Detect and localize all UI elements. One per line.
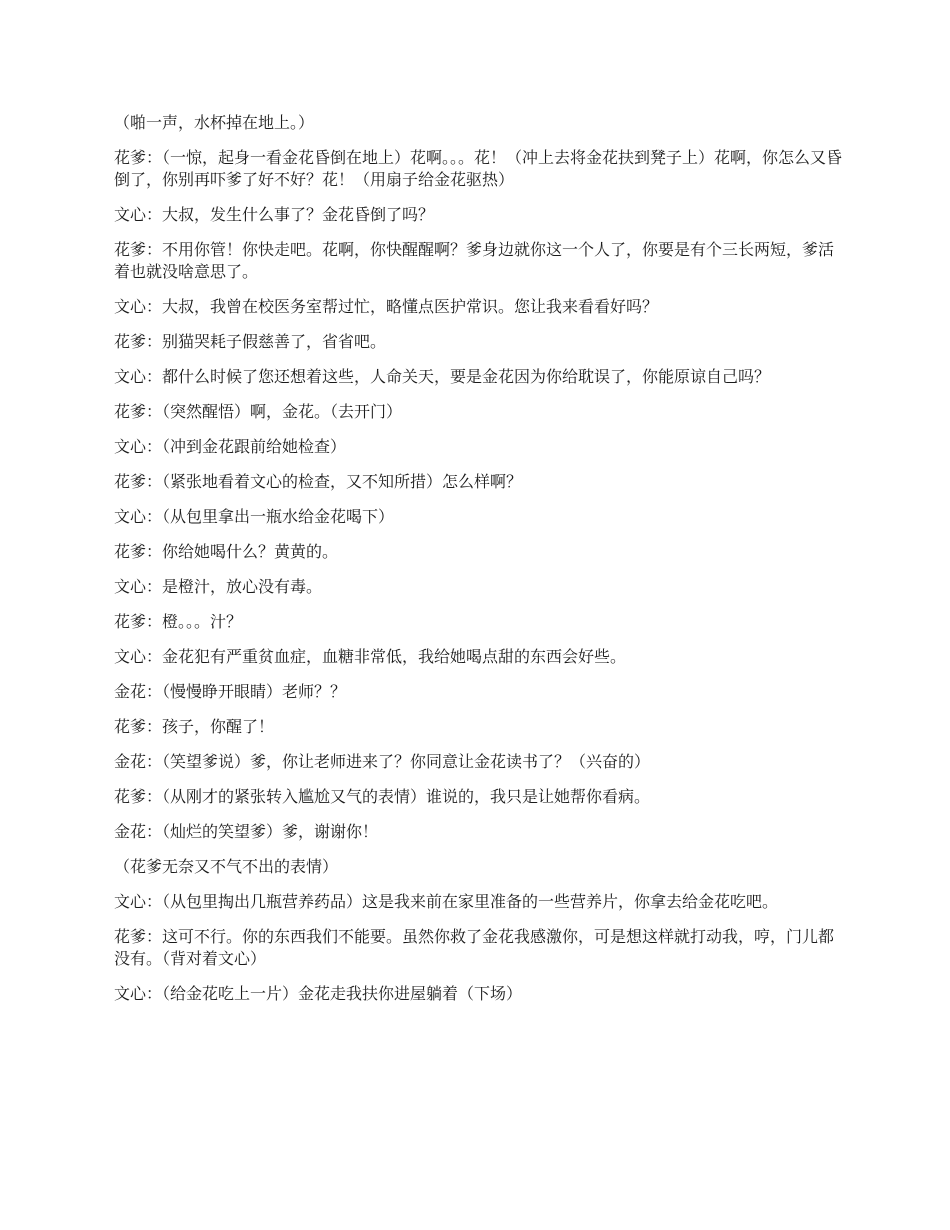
dialogue-line: 花爹：你给她喝什么？黄黄的。 [114,542,339,561]
dialogue-line: 文心：金花犯有严重贫血症，血糖非常低，我给她喝点甜的东西会好些。 [114,647,627,666]
dialogue-line: 金花：（慢慢睁开眼睛）老师？？ [114,682,347,701]
dialogue-line: 花爹：（突然醒悟）啊，金花。（去开门） [114,402,403,421]
script-body [114,112,844,1018]
stage-direction: （花爹无奈又不气不出的表情） [114,857,339,876]
dialogue-line: 文心：（给金花吃上一片）金花走我扶你进屋躺着（下场） [114,984,523,1003]
dialogue-line: 花爹：不用你管！你快走吧。花啊，你快醒醒啊？爹身边就你这一个人了，你要是有个三长两短，爹活着也就没啥意思了。 [114,240,835,281]
dialogue-line: 金花：（灿烂的笑望爹）爹，谢谢你！ [114,822,379,841]
dialogue-line: 花爹：（紧张地看着文心的检查，又不知所措）怎么样啊？ [114,472,523,491]
dialogue-line: 花爹：这可不行。你的东西我们不能要。虽然你救了金花我感激你，可是想这样就打动我，哼，门儿都没有。（背对着文心） [114,927,835,968]
dialogue-line: 文心：大叔，我曾在校医务室帮过忙，略懂点医护常识。您让我来看看好吗？ [114,297,659,316]
dialogue-line: 花爹：别猫哭耗子假慈善了，省省吧。 [114,332,387,351]
dialogue-line: 文心：（从包里掏出几瓶营养药品）这是我来前在家里准备的一些营养片，你拿去给金花吃吧。 [114,892,779,911]
dialogue-line: 花爹：橙。。。汁？ [114,612,243,631]
dialogue-line: 文心：（冲到金花跟前给她检查） [114,437,347,456]
dialogue-line: 文心：都什么时候了您还想着这些，人命关天，要是金花因为你给耽误了，你能原谅自己吗？ [114,367,771,386]
stage-direction: （啪一声，水杯掉在地上。） [114,113,315,132]
dialogue-line: 花爹：（一惊，起身一看金花昏倒在地上）花啊。。。花！（冲上去将金花扶到凳子上）花啊，你怎么又昏倒了，你别再吓爹了好不好？花！（用扇子给金花驱热） [114,148,843,189]
dialogue-line: 文心：大叔，发生什么事了？金花昏倒了吗？ [114,205,435,224]
dialogue-line: 文心：是橙汁，放心没有毒。 [114,577,323,596]
dialogue-line: 文心：（从包里拿出一瓶水给金花喝下） [114,507,395,526]
dialogue-line: 花爹：（从刚才的紧张转入尴尬又气的表情）谁说的，我只是让她帮你看病。 [114,787,651,806]
dialogue-line: 花爹：孩子，你醒了！ [114,717,275,736]
dialogue-line: 金花：（笑望爹说）爹，你让老师进来了？你同意让金花读书了？（兴奋的） [114,752,651,771]
